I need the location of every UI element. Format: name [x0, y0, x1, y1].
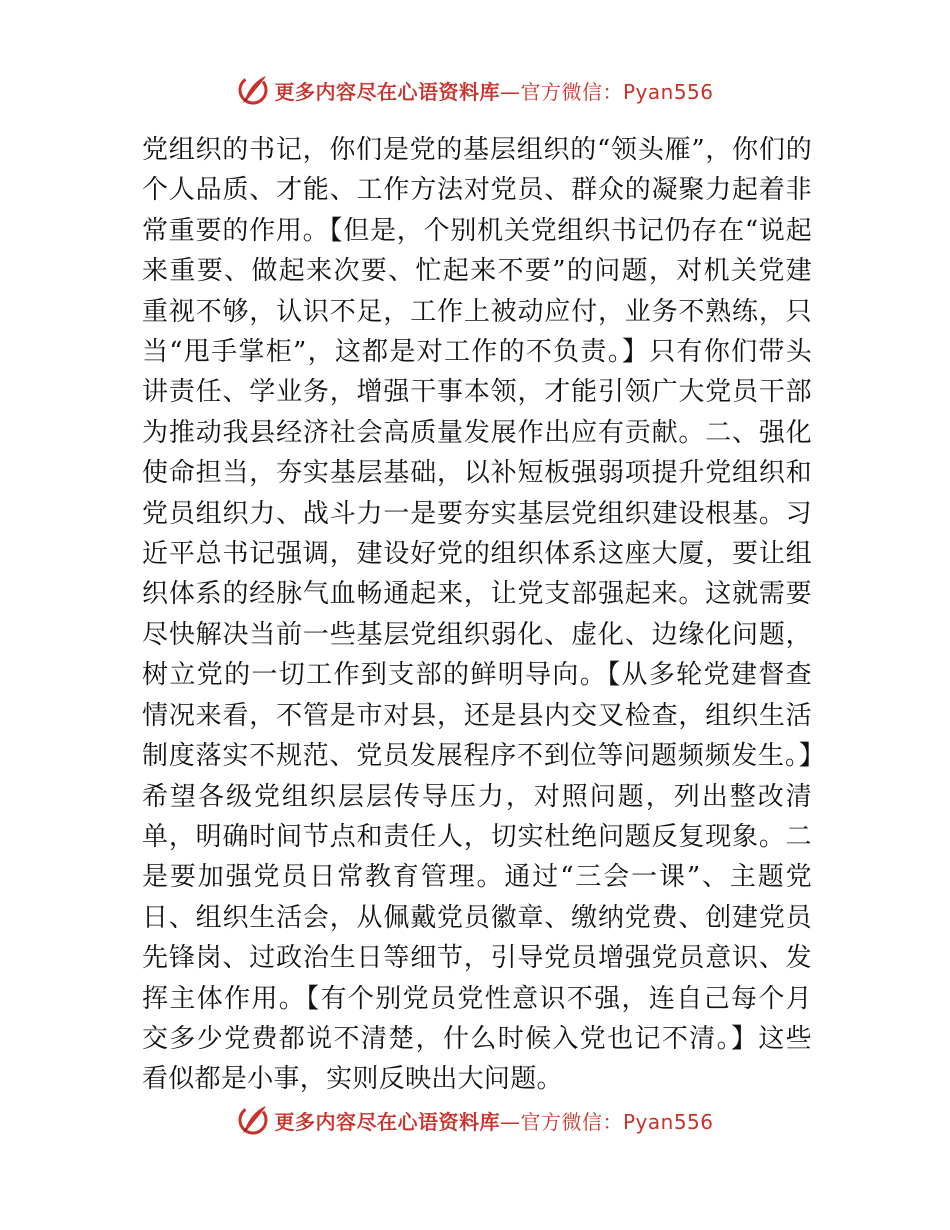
- footer-banner: [0, 1098, 950, 1142]
- footer-site-name: 更多内容尽在心语资料库: [274, 1109, 500, 1134]
- header-site-name: 更多内容尽在心语资料库: [274, 79, 500, 104]
- header-banner: [0, 68, 950, 112]
- footer-wechat-label: 官方微信：: [520, 1109, 623, 1134]
- header-banner-text: [274, 76, 713, 105]
- quill-logo-icon: [236, 73, 270, 107]
- footer-dash: —: [499, 1109, 521, 1134]
- header-dash: —: [499, 79, 521, 104]
- quill-logo-icon: [236, 1103, 270, 1137]
- footer-wechat-id: Pyan556: [622, 1109, 714, 1134]
- header-wechat-id: Pyan556: [622, 79, 714, 104]
- footer-banner-text: [274, 1106, 713, 1135]
- document-body: 党组织的书记，你们是党的基层组织的“领头雁”，你们的个人品质、才能、工作方法对党员、群众的凝聚力起着非常重要的作用。【但是，个别机关党组织书记仍存在“说起来重要、做起来次要、忙起来不要”的问题，对机关党建重视不够，认识不足，工作上被动应付，业务不熟练，只当“甩手掌柜”，这都是对工作的不负责。】只有你们带头讲责任、学业务，增强干事本领，才能引领广大党员干部为推动我县经济社会高质量发展作出应有贡献。二、强化使命担当，夯实基层基础，以补短板强弱项提升党组织和党员组织力、战斗力一是要夯实基层党组织建设根基。习近平总书记强调，建设好党的组织体系这座大厦，要让组织体系的经脉气血畅通起来，让党支部强起来。这就需要尽快解决当前一些基层党组织弱化、虚化、边缘化问题，树立党的一切工作到支部的鲜明导向。【从多轮党建督查情况来看，不管是市对县，还是县内交叉检查，组织生活制度落实不规范、党员发展程序不到位等问题频频发生。】希望各级党组织层层传导压力，对照问题，列出整改清单，明确时间节点和责任人，切实杜绝问题反复现象。二是要加强党员日常教育管理。通过“三会一课”、主题党日、组织生活会，从佩戴党员徽章、缴纳党费、创建党员先锋岗、过政治生日等细节，引导党员增强党员意识、发挥主体作用。【有个别党员党性意识不强，连自己每个月交多少党费都说不清楚，什么时候入党也记不清。】这些看似都是小事，实则反映出大问题。: [142, 135, 812, 1095]
- header-wechat-label: 官方微信：: [520, 79, 623, 104]
